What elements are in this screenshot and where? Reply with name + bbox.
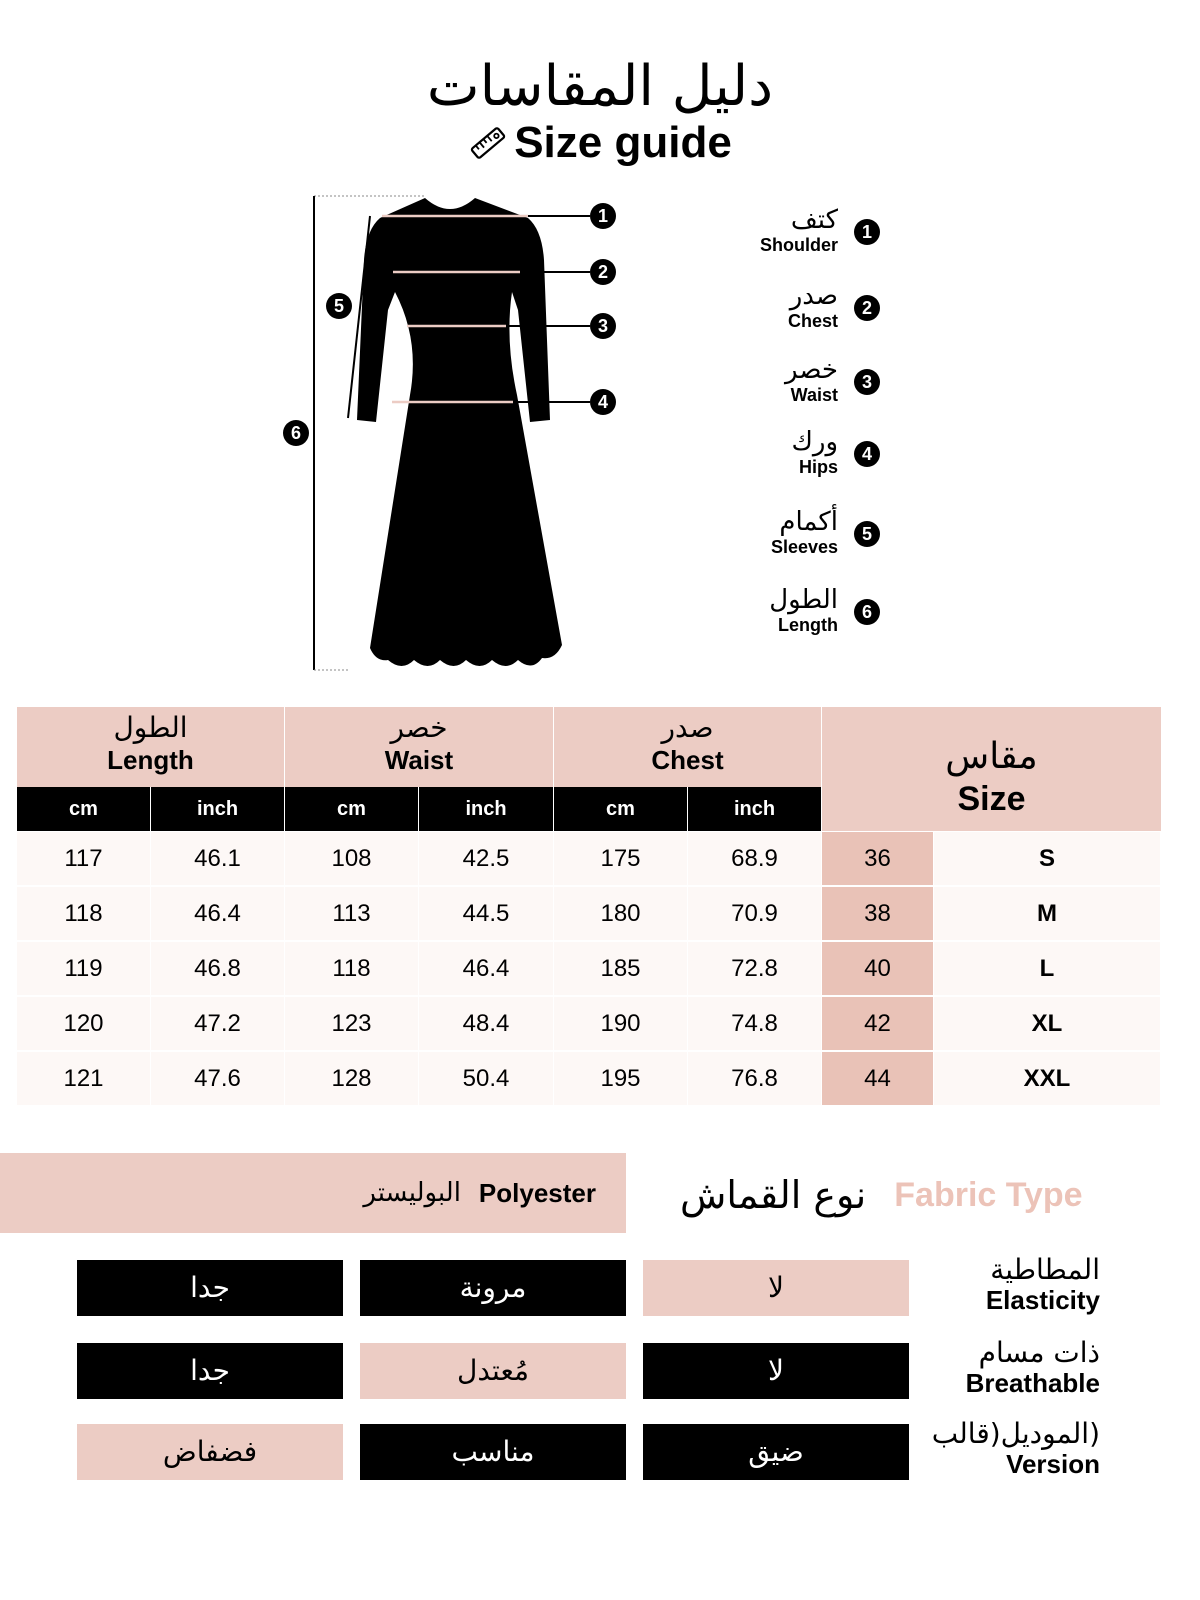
option-box-selected: لا: [643, 1260, 909, 1316]
header-ar: مقاس: [945, 736, 1038, 777]
fabric-value-bar: [0, 1153, 626, 1233]
cell-length-cm: 117: [17, 832, 151, 886]
column-group-chest: [554, 707, 822, 787]
unit-header: inch: [688, 787, 822, 831]
dress-silhouette-icon: [280, 190, 640, 690]
option-box: لا: [643, 1343, 909, 1399]
attribute-label: [932, 1418, 1100, 1478]
cell-waist-cm: 123: [285, 997, 419, 1051]
legend-label-en: Length: [778, 615, 838, 635]
cell-letter-size: L: [934, 942, 1161, 996]
page-title: [0, 118, 1200, 168]
cell-waist-cm: 118: [285, 942, 419, 996]
header-en: Size: [957, 780, 1026, 818]
cell-length-cm: 120: [17, 997, 151, 1051]
cell-length-inch: 46.1: [151, 832, 285, 886]
unit-header: inch: [419, 787, 554, 831]
unit-header: cm: [17, 787, 151, 831]
attribute-row-version: [0, 1417, 1200, 1480]
marker-1: 1: [590, 203, 616, 229]
cell-length-inch: 47.6: [151, 1052, 285, 1106]
header-en: Length: [107, 745, 194, 775]
legend-label-en: Shoulder: [759, 235, 838, 255]
cell-eu-size: 44: [822, 1052, 934, 1106]
legend-number-badge: 6: [854, 599, 880, 625]
cell-letter-size: XXL: [934, 1052, 1161, 1106]
cell-eu-size: 36: [822, 832, 934, 886]
cell-waist-cm: 113: [285, 887, 419, 941]
fabric-value-en: Polyester: [478, 1177, 596, 1208]
option-box: جدا: [77, 1260, 343, 1316]
marker-4: 4: [590, 389, 616, 415]
cell-chest-cm: 195: [554, 1052, 688, 1106]
legend-item-length: [690, 585, 890, 645]
option-box: مناسب: [360, 1424, 626, 1480]
legend-label-ar: الطول: [769, 585, 838, 615]
fabric-title-en: Fabric Type: [894, 1175, 1083, 1214]
cell-eu-size: 42: [822, 997, 934, 1051]
legend-number-badge: 1: [854, 219, 880, 245]
cell-chest-cm: 190: [554, 997, 688, 1051]
fabric-title-ar: نوع القماش: [680, 1173, 867, 1217]
attribute-label-en: Version: [1006, 1449, 1100, 1479]
column-group-length: [17, 707, 285, 787]
header-en: Waist: [384, 745, 454, 775]
marker-2: 2: [590, 259, 616, 285]
legend-number-badge: 3: [854, 369, 880, 395]
unit-header: inch: [151, 787, 285, 831]
marker-3: 3: [590, 313, 616, 339]
cell-waist-cm: 128: [285, 1052, 419, 1106]
cell-waist-inch: 48.4: [419, 997, 554, 1051]
header-ar: خصر: [390, 711, 448, 744]
option-box: جدا: [77, 1343, 343, 1399]
legend-item-chest: [690, 281, 890, 341]
legend-number-badge: 5: [854, 521, 880, 547]
cell-length-cm: 118: [17, 887, 151, 941]
fabric-value-ar: البوليستر: [363, 1178, 461, 1208]
legend-item-shoulder: [690, 205, 890, 265]
legend-label-ar: ورك: [791, 427, 838, 457]
cell-eu-size: 40: [822, 942, 934, 996]
option-box-selected: فضفاض: [77, 1424, 343, 1480]
legend-label-en: Sleeves: [770, 537, 838, 557]
column-group-waist: [285, 707, 554, 787]
legend-number-badge: 4: [854, 441, 880, 467]
marker-6: 6: [283, 420, 309, 446]
cell-length-cm: 121: [17, 1052, 151, 1106]
cell-letter-size: M: [934, 887, 1161, 941]
page-title-english: Size guide: [514, 118, 732, 167]
attribute-label-en: Breathable: [965, 1368, 1100, 1398]
legend-item-waist: [690, 355, 890, 415]
cell-letter-size: XL: [934, 997, 1161, 1051]
header-ar: الطول: [113, 711, 188, 744]
page-title-arabic: دليل المقاسات: [426, 54, 774, 119]
option-box: مرونة: [360, 1260, 626, 1316]
table-row: [17, 997, 1161, 1051]
attribute-label: [966, 1337, 1100, 1397]
cell-chest-cm: 175: [554, 832, 688, 886]
cell-length-inch: 46.8: [151, 942, 285, 996]
attribute-row-elasticity: [0, 1253, 1200, 1316]
table-row: [17, 942, 1161, 996]
cell-waist-inch: 50.4: [419, 1052, 554, 1106]
legend-item-hips: [690, 427, 890, 487]
cell-chest-inch: 72.8: [688, 942, 822, 996]
attribute-label-ar: ذات مسام: [978, 1336, 1100, 1369]
cell-waist-inch: 44.5: [419, 887, 554, 941]
legend-label-en: Chest: [787, 311, 838, 331]
attribute-row-breathable: [0, 1336, 1200, 1399]
legend-label-ar: أكمام: [779, 507, 838, 537]
cell-length-inch: 47.2: [151, 997, 285, 1051]
cell-eu-size: 38: [822, 887, 934, 941]
cell-letter-size: S: [934, 832, 1161, 886]
attribute-label-ar: المطاطية: [990, 1253, 1100, 1286]
attribute-label-en: Elasticity: [985, 1285, 1100, 1315]
dress-diagram: [280, 190, 640, 690]
legend-item-sleeves: [690, 507, 890, 567]
cell-chest-inch: 68.9: [688, 832, 822, 886]
legend-number-badge: 2: [854, 295, 880, 321]
column-group-size: [822, 707, 1161, 831]
unit-header: cm: [554, 787, 688, 831]
cell-waist-cm: 108: [285, 832, 419, 886]
cell-length-inch: 46.4: [151, 887, 285, 941]
legend-label-ar: صدر: [789, 281, 838, 311]
marker-5: 5: [326, 293, 352, 319]
fabric-type-heading: [680, 1165, 1083, 1225]
header-ar: صدر: [661, 711, 714, 744]
ruler-icon: [468, 123, 508, 163]
attribute-label-ar: (الموديل(قالب: [931, 1417, 1100, 1450]
table-row: [17, 887, 1161, 941]
unit-header: cm: [285, 787, 419, 831]
attribute-label: [986, 1254, 1100, 1314]
cell-chest-inch: 76.8: [688, 1052, 822, 1106]
header-en: Chest: [651, 745, 724, 775]
cell-waist-inch: 42.5: [419, 832, 554, 886]
option-box-selected: مُعتدل: [360, 1343, 626, 1399]
cell-chest-cm: 185: [554, 942, 688, 996]
cell-waist-inch: 46.4: [419, 942, 554, 996]
option-box: ضيق: [643, 1424, 909, 1480]
legend-label-en: Waist: [790, 385, 838, 405]
cell-chest-inch: 74.8: [688, 997, 822, 1051]
legend-label-ar: كتف: [790, 205, 838, 235]
legend-label-en: Hips: [798, 457, 838, 477]
cell-chest-cm: 180: [554, 887, 688, 941]
cell-chest-inch: 70.9: [688, 887, 822, 941]
table-row: [17, 1052, 1161, 1106]
legend-label-ar: خصر: [785, 355, 838, 385]
table-row: [17, 832, 1161, 886]
cell-length-cm: 119: [17, 942, 151, 996]
